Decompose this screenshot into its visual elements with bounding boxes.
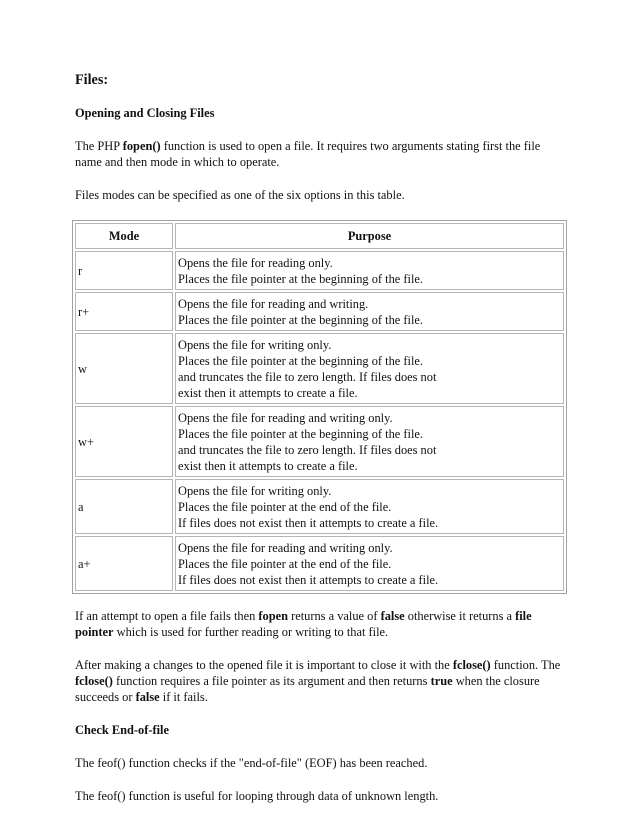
purpose-cell [175,333,564,404]
purpose-line: If files does not exist then it attempts to create a file. [178,573,439,587]
header-mode: Mode [75,223,173,249]
close-bold-fclose-1: fclose() [452,658,491,672]
file-modes-table [72,220,567,594]
fopen-failure-paragraph [75,608,570,640]
eof-paragraph-1: The feof() function checks if the "end-of-file" (EOF) has been reached. [75,756,428,770]
purpose-line: Opens the file for reading only. [178,256,333,270]
purpose-line: Places the file pointer at the end of the file. [178,500,392,514]
close-text-3: function requires a file pointer as its argument and then returns [112,674,431,688]
close-bold-false: false [135,690,160,704]
purpose-line: Places the file pointer at the beginning of the file. [178,427,423,441]
eof-paragraph-2: The feof() function is useful for looping through data of unknown length. [75,789,439,803]
table-header-row [75,223,564,249]
purpose-line: exist then it attempts to create a file. [178,459,358,473]
purpose-cell [175,251,564,290]
purpose-line: exist then it attempts to create a file. [178,386,358,400]
mode-cell: w [75,333,173,404]
table-row [75,536,564,591]
purpose-line: Places the file pointer at the beginning of the file. [178,354,423,368]
mode-cell: a [75,479,173,534]
fail-text-2: returns a value of [288,609,381,623]
purpose-cell [175,292,564,331]
intro-text-1: The PHP [75,139,123,153]
modes-intro-paragraph: Files modes can be specified as one of the six options in this table. [75,188,405,202]
fail-text-4: which is used for further reading or writing to that file. [113,625,389,639]
fail-bold-fopen: fopen [258,609,288,623]
fail-text-3: otherwise it returns a [404,609,516,623]
mode-cell: a+ [75,536,173,591]
table-row [75,251,564,290]
section-heading-eof: Check End-of-file [75,723,169,737]
fail-text-1: If an attempt to open a file fails then [75,609,259,623]
close-bold-true: true [430,674,453,688]
document-page [75,72,570,821]
table-row [75,333,564,404]
fail-bold-file-pointer: file pointer [75,609,532,639]
purpose-line: and truncates the file to zero length. If files does not [178,443,437,457]
purpose-cell [175,536,564,591]
section-heading-opening-closing: Opening and Closing Files [75,106,215,120]
table-row [75,292,564,331]
purpose-cell [175,406,564,477]
close-text-5: if it fails. [159,690,208,704]
fail-bold-false: false [380,609,405,623]
purpose-cell [175,479,564,534]
mode-cell: r [75,251,173,290]
purpose-line: Opens the file for reading and writing. [178,297,369,311]
close-text-4: when the closure succeeds or [75,674,540,704]
page-title: Files: [75,72,109,88]
mode-cell: r+ [75,292,173,331]
table-row [75,479,564,534]
fclose-paragraph [75,657,570,705]
close-bold-fclose-2: fclose() [75,674,113,688]
purpose-line: Places the file pointer at the end of the file. [178,557,392,571]
table-row [75,406,564,477]
intro-text-2: function is used to open a file. It requires two arguments stating first the file name and then mode in which to operate. [75,139,541,169]
purpose-line: Opens the file for reading and writing only. [178,411,393,425]
purpose-line: Opens the file for reading and writing only. [178,541,393,555]
close-text-1: After making a changes to the opened file it is important to close it with the [75,658,453,672]
purpose-line: Places the file pointer at the beginning of the file. [178,313,423,327]
purpose-line: Places the file pointer at the beginning of the file. [178,272,423,286]
intro-fopen-bold: fopen() [122,139,161,153]
close-text-2: function. The [490,658,561,672]
intro-paragraph [75,138,570,170]
mode-cell: w+ [75,406,173,477]
header-purpose: Purpose [175,223,564,249]
purpose-line: Opens the file for writing only. [178,484,332,498]
purpose-line: and truncates the file to zero length. If files does not [178,370,437,384]
purpose-line: Opens the file for writing only. [178,338,332,352]
purpose-line: If files does not exist then it attempts to create a file. [178,516,439,530]
